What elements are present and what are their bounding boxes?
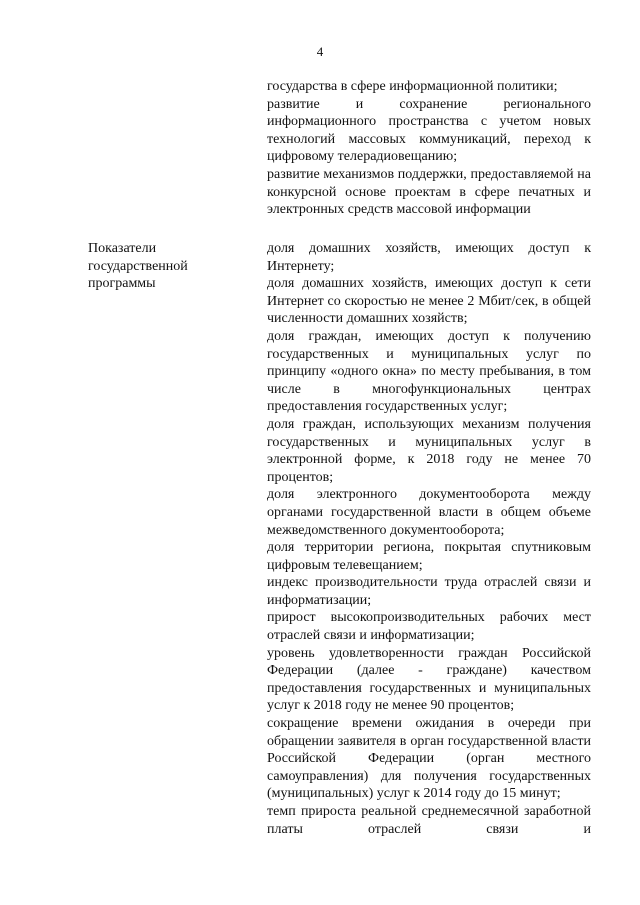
goal-paragraph: развитие и сохранение регионального информационного пространства с учетом новых технологий массовых коммуникаций, переход к цифровому телерадиовещанию;	[267, 96, 591, 165]
goal-paragraph: государства в сфере информационной политики;	[267, 79, 558, 94]
indicators-list	[267, 240, 591, 838]
indicator-item: доля домашних хозяйств, имеющих доступ к Интернету;	[267, 241, 591, 274]
indicator-item: индекс производительности труда отраслей связи и информатизации;	[267, 575, 591, 608]
indicator-item: доля домашних хозяйств, имеющих доступ к сети Интернет со скоростью не менее 2 Мбит/сек, в общей численности домашних хозяйств;	[267, 276, 591, 327]
goal-paragraph: развитие механизмов поддержки, предоставляемой на конкурсной основе проектам в сфере печатных и электронных средств массовой информации	[267, 166, 591, 218]
indicator-item: доля электронного документооборота между органами государственной власти в общем объеме межведомственного документооборота;	[267, 487, 591, 538]
indicator-item: доля граждан, имеющих доступ к получению государственных и муниципальных услуг по принципу «одного окна» по месту пребывания, в том числе в многофункциональных центрах предоставления государственных услуг;	[267, 328, 591, 415]
indicator-item: уровень удовлетворенности граждан Российской Федерации (далее - граждане) качеством предоставления государственных и муниципальных услуг к 2018 году не менее 90 процентов;	[267, 645, 591, 714]
section-label	[88, 240, 238, 293]
page-number: 4	[316, 44, 324, 59]
section-label-line: Показатели	[88, 241, 157, 256]
section-label-line: программы	[88, 276, 156, 292]
indicator-item: доля граждан, использующих механизм получения государственных и муниципальных услуг в электронной форме, к 2018 году не менее 70 процентов;	[267, 416, 591, 485]
indicator-item: сокращение времени ожидания в очереди при обращении заявителя в орган государственной власти Российской Федерации (орган местного самоуправления) для получения государственных (муниципальных) услуг к 2014 году до 15 минут;	[267, 716, 591, 802]
indicator-item: доля территории региона, покрытая спутниковым цифровым телевещанием;	[267, 540, 591, 573]
continued-goals-block	[267, 78, 591, 219]
indicator-item: темп прироста реальной среднемесячной заработной платы отраслей связи и	[267, 804, 591, 837]
indicator-item: прирост высокопроизводительных рабочих мест отраслей связи и информатизации;	[267, 610, 591, 644]
section-label-line: государственной	[88, 258, 188, 274]
